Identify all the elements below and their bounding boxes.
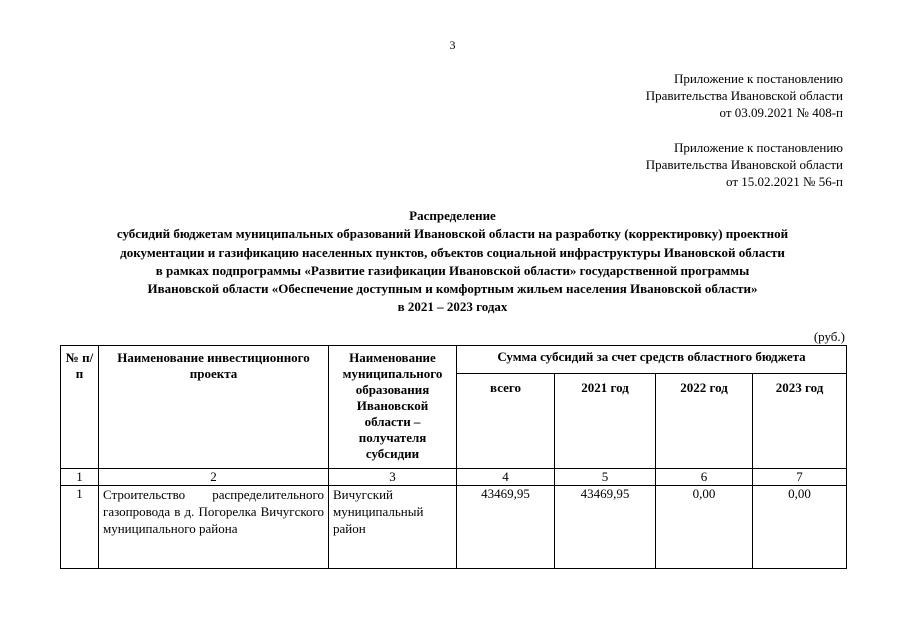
col-number: 3 [329,469,457,486]
header-num: № п/п [61,346,99,469]
table-row [61,486,847,569]
cell-num: 1 [61,486,99,569]
title-line1: Распределение [409,208,496,223]
title-line5: Ивановской области «Обеспечение доступным и комфортным жильем населения Ивановской области» [147,281,758,297]
appendix-block-1 [646,70,843,121]
col-number: 6 [656,469,753,486]
header-2023: 2023 год [753,374,847,469]
subsidy-table [60,345,847,569]
col-number: 5 [555,469,656,486]
appendix-1-line2: Правительства Ивановской области [645,88,843,103]
column-number-row [61,469,847,486]
appendix-2-line1: Приложение к постановлению [673,140,843,155]
appendix-block-2 [646,139,843,190]
header-recipient: Наименование муниципального образования Ивановской области – получателя субсидии [329,346,457,469]
header-2022: 2022 год [656,374,753,469]
page-number: 3 [449,38,456,52]
title-line6: в 2021 – 2023 годах [397,299,508,315]
cell-2022: 0,00 [656,486,753,569]
header-sum-group: Сумма субсидий за счет средств областного бюджета [457,346,847,374]
col-number: 4 [457,469,555,486]
cell-2023: 0,00 [753,486,847,569]
appendix-1-line1: Приложение к постановлению [673,71,843,86]
col-number: 2 [99,469,329,486]
cell-recipient: Вичугский муниципальный район [329,486,457,569]
cell-total: 43469,95 [457,486,555,569]
cell-2021: 43469,95 [555,486,656,569]
header-2021: 2021 год [555,374,656,469]
title-line2: субсидий бюджетам муниципальных образований Ивановской области на разработку (корректировку) проектной [116,226,789,242]
title-line4: в рамках подпрограммы «Развитие газификации Ивановской области» государственной программы [155,262,750,278]
document-title [60,207,845,317]
col-number: 1 [61,469,99,486]
title-line3: документации и газификацию населенных пунктов, объектов социальной инфраструктуры Ивановской области [120,244,785,260]
currency-unit: (руб.) [813,329,845,344]
appendix-1-line3: от 03.09.2021 № 408-п [719,105,843,120]
header-total: всего [457,374,555,469]
header-row-1 [61,346,847,374]
header-project: Наименование инвестиционного проекта [99,346,329,469]
appendix-2-line3: от 15.02.2021 № 56-п [726,174,843,189]
col-number: 7 [753,469,847,486]
appendix-2-line2: Правительства Ивановской области [645,157,843,172]
cell-project: Строительство распределительного газопровода в д. Погорелка Вичугского муниципального района [99,486,329,569]
